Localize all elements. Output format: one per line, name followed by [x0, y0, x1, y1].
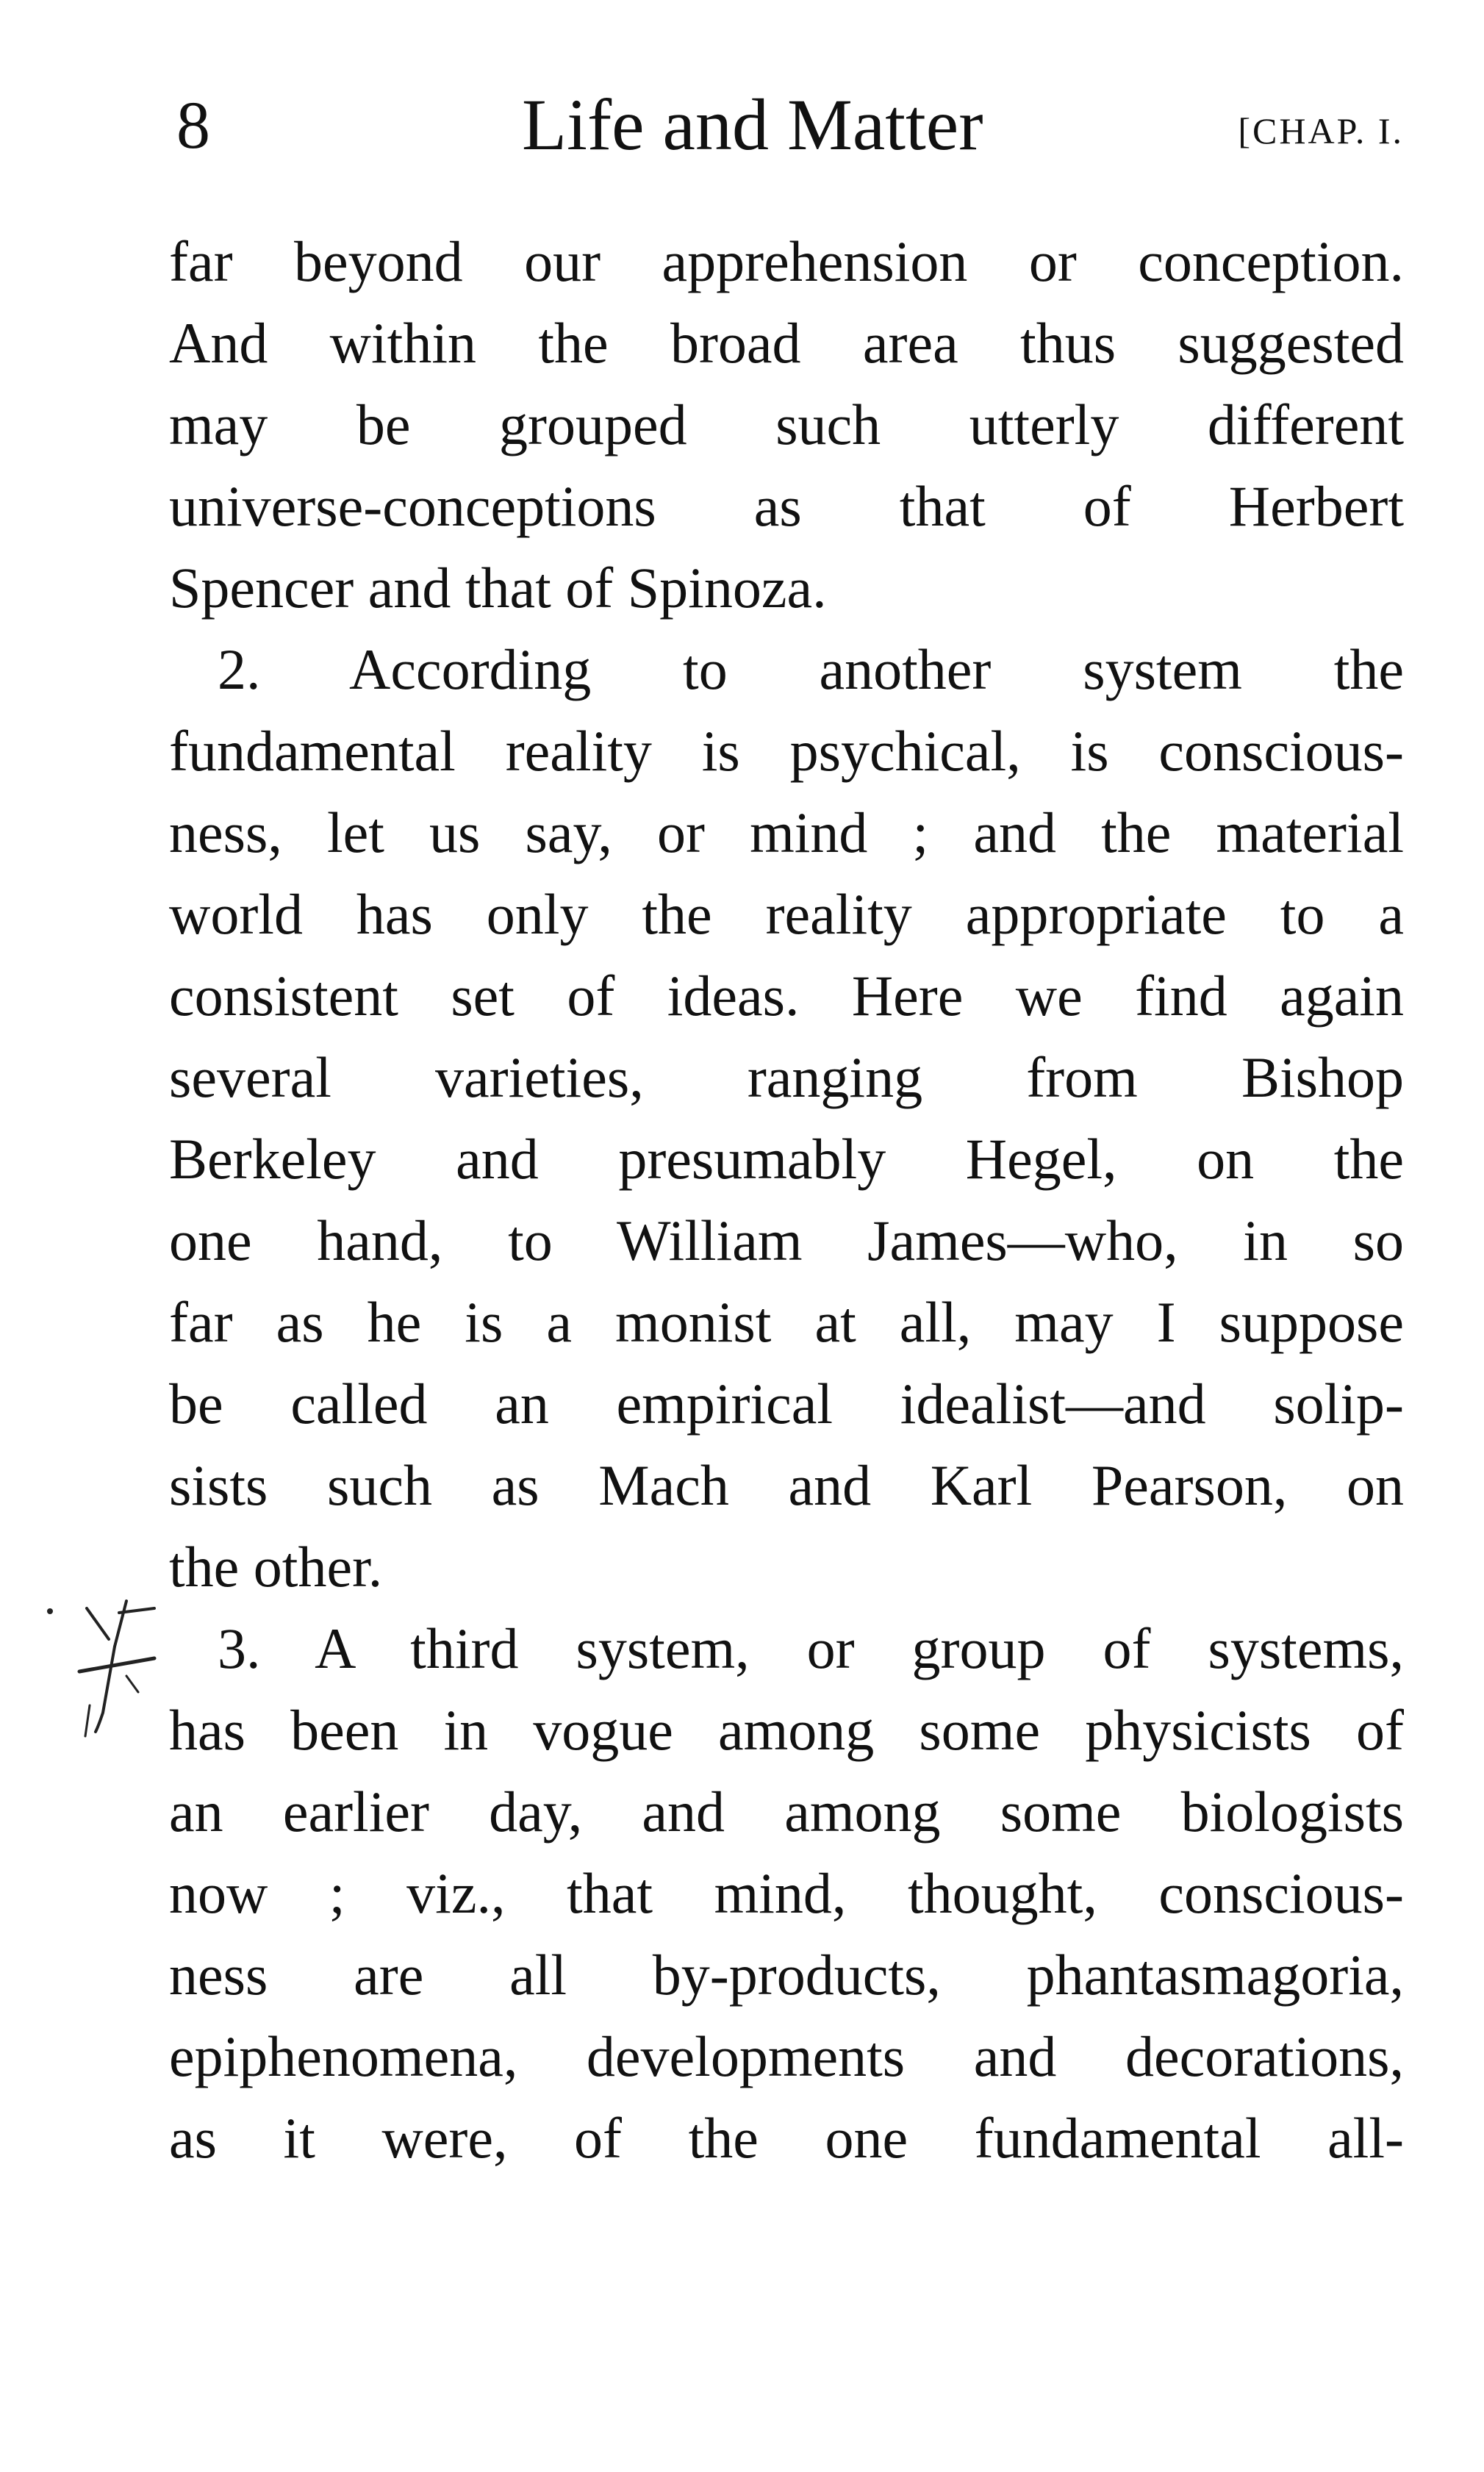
- page-number: 8: [176, 87, 210, 162]
- text-line: consistent set of ideas. Here we find again: [169, 964, 1404, 1028]
- text-line: fundamental reality is psychical, is conscious-: [169, 719, 1404, 783]
- running-title: Life and Matter: [522, 84, 983, 165]
- text-line: ness, let us say, or mind ; and the material: [169, 800, 1404, 864]
- text-line: 3. A third system, or group of systems,: [218, 1616, 1404, 1680]
- text-line: may be grouped such utterly different: [169, 393, 1404, 456]
- text-line: one hand, to William James—who, in so: [169, 1208, 1404, 1272]
- text-line: the other.: [169, 1535, 383, 1599]
- handwritten-mark-icon: [44, 1595, 162, 1742]
- text-line: far as he is a monist at all, may I suppose: [169, 1290, 1404, 1354]
- text-line: epiphenomena, developments and decorations,: [169, 2024, 1404, 2088]
- text-line: an earlier day, and among some biologists: [169, 1780, 1404, 1844]
- text-line: Berkeley and presumably Hegel, on the: [169, 1127, 1404, 1191]
- text-line: as it were, of the one fundamental all-: [169, 2106, 1404, 2170]
- text-line: world has only the reality appropriate to a: [169, 882, 1404, 946]
- body-text: [169, 221, 1404, 2179]
- text-line: has been in vogue among some physicists of: [169, 1698, 1404, 1762]
- chapter-reference: [CHAP. I.: [1238, 110, 1404, 151]
- text-line: Spencer and that of Spinoza.: [169, 556, 827, 620]
- text-line: And within the broad area thus suggested: [169, 311, 1404, 375]
- text-line: be called an empirical idealist—and solip-: [169, 1372, 1404, 1436]
- text-line: ness are all by-products, phantasmagoria,: [169, 1943, 1404, 2007]
- text-line: now ; viz., that mind, thought, conscious-: [169, 1861, 1404, 1925]
- text-line: far beyond our apprehension or conception.: [169, 229, 1404, 293]
- text-line: universe-conceptions as that of Herbert: [169, 474, 1404, 538]
- text-line: 2. According to another system the: [218, 637, 1404, 701]
- text-line: sists such as Mach and Karl Pearson, on: [169, 1453, 1404, 1517]
- page-header: [169, 74, 1404, 176]
- text-line: several varieties, ranging from Bishop: [169, 1045, 1404, 1109]
